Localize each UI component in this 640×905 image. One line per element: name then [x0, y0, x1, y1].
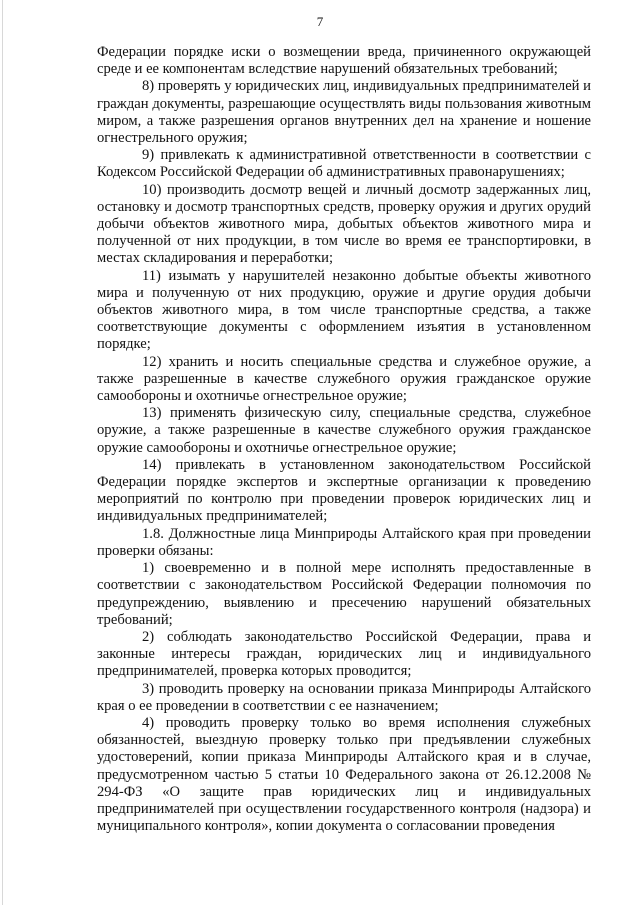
binding-edge: [2, 0, 3, 905]
page-number: 7: [316, 14, 324, 29]
paragraph-item-14: 14) привлекать в установленном законодательством Российской Федерации порядке экспертов и экспертные организации к проведению мероприятий по контролю при проведении проверок юридических лиц и индивидуальных предпринимателей;: [97, 456, 591, 525]
paragraph-continuation: Федерации порядке иски о возмещении вреда, причиненного окружающей среде и ее компонентам вследствие нарушений обязательных требований;: [97, 44, 591, 78]
paragraph-duty-1: 1) своевременно и в полной мере исполнять предоставленные в соответствии с законодательством Российской Федерации полномочия по предупреждению, выявлению и пресечению нарушений обязательных требований;: [97, 560, 591, 628]
document-body: [97, 44, 591, 835]
paragraph-item-11: 11) изымать у нарушителей незаконно добытые объекты животного мира и полученную от них продукцию, оружие и другие орудия добычи объектов животного мира, в том числе транспортные средства, а также соответствующие документы с оформлением изъятия в установленном порядке;: [97, 267, 591, 353]
paragraph-duty-2: 2) соблюдать законодательство Российской Федерации, права и законные интересы граждан, юридических лиц и индивидуального предпринимателей, проверка которых проводится;: [97, 628, 591, 680]
paragraph-item-10: 10) производить досмотр вещей и личный досмотр задержанных лиц, остановку и досмотр транспортных средств, проверку оружия и других орудий добычи объектов животного мира, добытых объектов животного мира и полученной от них продукции, в том числе во время ее транспортировки, в местах складирования и переработки;: [97, 181, 591, 267]
paragraph-duty-4: 4) проводить проверку только во время исполнения служебных обязанностей, выездную проверку только при предъявлении служебных удостоверений, копии приказа Минприроды Алтайского края и в случае, предусмотренном частью 5 статьи 10 Федерального закона от 26.12.2008 № 294-ФЗ «О защите прав юридических лиц и индивидуальных предпринимателей при осуществлении государственного контроля (надзора) и муниципального контроля», копии документа о согласовании проведения: [97, 714, 591, 835]
paragraph-item-13: 13) применять физическую силу, специальные средства, служебное оружие, а также разрешенные в качестве служебного оружия гражданское оружие самообороны и охотничье огнестрельное оружие;: [97, 405, 591, 456]
paragraph-item-12: 12) хранить и носить специальные средства и служебное оружие, а также разрешенные в качестве служебного оружия гражданское оружие самообороны и охотничье огнестрельное оружие;: [97, 353, 591, 405]
paragraph-item-9: 9) привлекать к административной ответственности в соответствии с Кодексом Российской Федерации об административных правонарушениях;: [97, 147, 591, 181]
paragraph-item-8: 8) проверять у юридических лиц, индивидуальных предпринимателей и граждан документы, разрешающие осуществлять виды пользования животным миром, а также разрешения органов внутренних дел на хранение и ношение огнестрельного оружия;: [97, 78, 591, 147]
paragraph-section-1-8: 1.8. Должностные лица Минприроды Алтайского края при проведении проверки обязаны:: [97, 525, 591, 559]
paragraph-duty-3: 3) проводить проверку на основании приказа Минприроды Алтайского края о ее проведении в соответствии с ее назначением;: [97, 680, 591, 714]
